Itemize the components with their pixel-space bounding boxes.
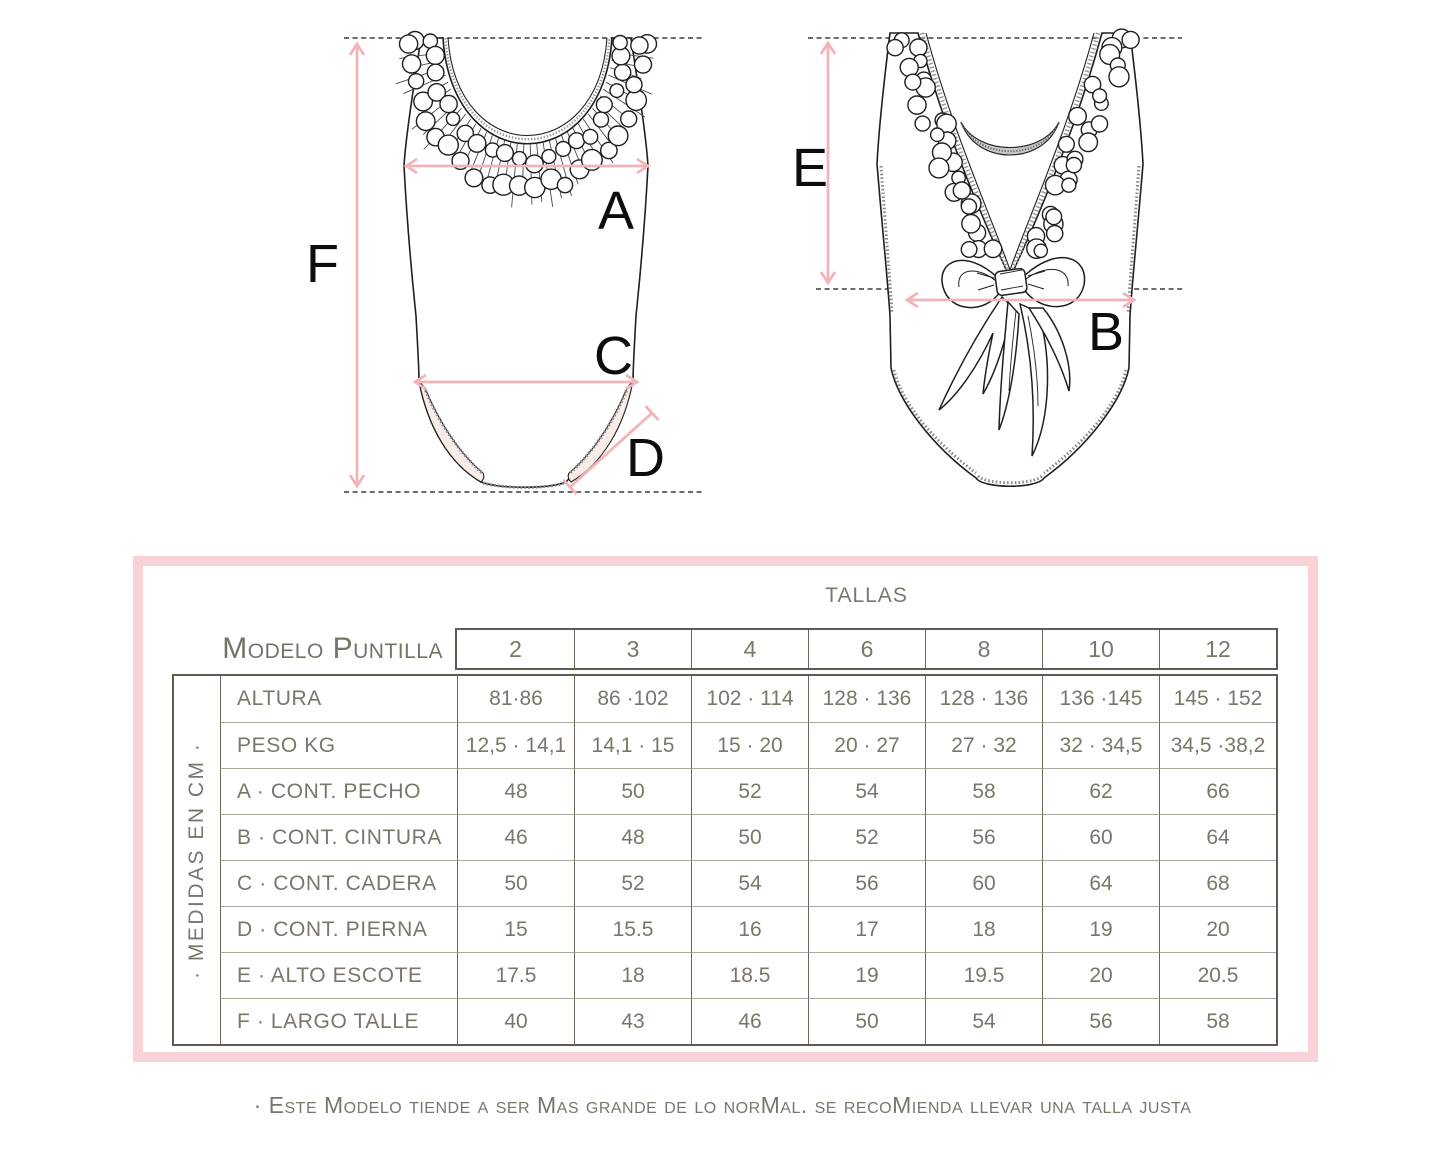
size-value-cell: 46: [457, 814, 574, 860]
model-name: Modelo Puntilla: [222, 632, 443, 665]
size-value-cell: 20 · 27: [808, 722, 925, 768]
units-label: · MEDIDAS EN CM ·: [185, 741, 208, 979]
size-value-cell: 15.5: [574, 906, 691, 952]
size-value-cell: 81·86: [457, 676, 574, 722]
size-value-cell: 20: [1159, 906, 1276, 952]
size-value-cell: 18.5: [691, 952, 808, 998]
size-value-cell: 60: [925, 860, 1042, 906]
size-value-cell: 14,1 · 15: [574, 722, 691, 768]
size-column-header: 2: [509, 635, 522, 662]
size-value-cell: 17: [808, 906, 925, 952]
size-value-cell: 34,5 ·38,2: [1159, 722, 1276, 768]
size-value-cell: 68: [1159, 860, 1276, 906]
size-value-cell: 27 · 32: [925, 722, 1042, 768]
front-view-illustration: [300, 16, 720, 510]
size-value-cell: 52: [574, 860, 691, 906]
size-value-cell: 86 ·102: [574, 676, 691, 722]
row-label: F · LARGO TALLE: [220, 998, 457, 1044]
size-value-cell: 56: [1042, 998, 1159, 1044]
row-label: D · CONT. PIERNA: [220, 906, 457, 952]
size-value-cell: 19: [1042, 906, 1159, 952]
measure-label-c: C: [594, 326, 633, 386]
size-value-cell: 64: [1042, 860, 1159, 906]
size-value-cell: 52: [808, 814, 925, 860]
size-value-cell: 20.5: [1159, 952, 1276, 998]
size-column-header: 3: [574, 630, 691, 668]
size-value-cell: 40: [457, 998, 574, 1044]
row-label: A · CONT. PECHO: [220, 768, 457, 814]
size-value-cell: 50: [691, 814, 808, 860]
size-value-cell: 20: [1042, 952, 1159, 998]
size-value-cell: 128 · 136: [808, 676, 925, 722]
size-value-cell: 19.5: [925, 952, 1042, 998]
row-label: C · CONT. CADERA: [220, 860, 457, 906]
size-value-cell: 12,5 · 14,1: [457, 722, 574, 768]
measurements-table: [172, 674, 1278, 1046]
back-neck-crescent: [961, 122, 1059, 155]
size-value-cell: 54: [691, 860, 808, 906]
size-value-cell: 17.5: [457, 952, 574, 998]
size-table-frame: [133, 556, 1318, 1062]
size-value-cell: 54: [925, 998, 1042, 1044]
measure-label-e: E: [792, 138, 829, 198]
size-value-cell: 62: [1042, 768, 1159, 814]
size-value-cell: 48: [574, 814, 691, 860]
size-value-cell: 18: [574, 952, 691, 998]
size-value-cell: 145 · 152: [1159, 676, 1276, 722]
size-column-header: 6: [808, 630, 925, 668]
size-value-cell: 56: [925, 814, 1042, 860]
row-label: B · CONT. CINTURA: [220, 814, 457, 860]
tallas-header: TALLAS: [825, 584, 908, 607]
size-value-cell: 102 · 114: [691, 676, 808, 722]
measure-label-b: B: [1088, 302, 1125, 362]
measure-arrow-f: [350, 44, 364, 486]
row-label: E · ALTO ESCOTE: [220, 952, 457, 998]
size-value-cell: 66: [1159, 768, 1276, 814]
row-label: PESO KG: [220, 722, 457, 768]
size-value-cell: 60: [1042, 814, 1159, 860]
size-value-cell: 19: [808, 952, 925, 998]
size-value-cell: 54: [808, 768, 925, 814]
measure-label-a: A: [598, 181, 635, 241]
footnote: · Este Modelo tiende a ser Mas grande de lo norMal. se recoMienda llevar una talla justa: [253, 1092, 1192, 1118]
size-value-cell: 50: [574, 768, 691, 814]
size-value-cell: 56: [808, 860, 925, 906]
size-value-cell: 58: [925, 768, 1042, 814]
size-column-header: 4: [691, 630, 808, 668]
size-value-cell: 52: [691, 768, 808, 814]
size-value-cell: 50: [457, 860, 574, 906]
size-value-cell: 58: [1159, 998, 1276, 1044]
size-value-cell: 128 · 136: [925, 676, 1042, 722]
size-value-cell: 64: [1159, 814, 1276, 860]
size-value-cell: 15: [457, 906, 574, 952]
measure-label-f: F: [306, 234, 339, 294]
back-view-illustration: [780, 16, 1200, 510]
size-value-cell: 32 · 34,5: [1042, 722, 1159, 768]
size-value-cell: 46: [691, 998, 808, 1044]
row-label: ALTURA: [220, 676, 457, 722]
size-value-cell: 15 · 20: [691, 722, 808, 768]
size-value-cell: 43: [574, 998, 691, 1044]
size-column-header: 10: [1042, 630, 1159, 668]
size-column-header: 8: [925, 630, 1042, 668]
size-value-cell: 136 ·145: [1042, 676, 1159, 722]
sizes-header-row: [455, 628, 1278, 670]
size-value-cell: 50: [808, 998, 925, 1044]
size-value-cell: 48: [457, 768, 574, 814]
size-value-cell: 16: [691, 906, 808, 952]
size-column-header: 12: [1159, 630, 1276, 668]
size-value-cell: 18: [925, 906, 1042, 952]
measure-label-d: D: [626, 428, 665, 488]
